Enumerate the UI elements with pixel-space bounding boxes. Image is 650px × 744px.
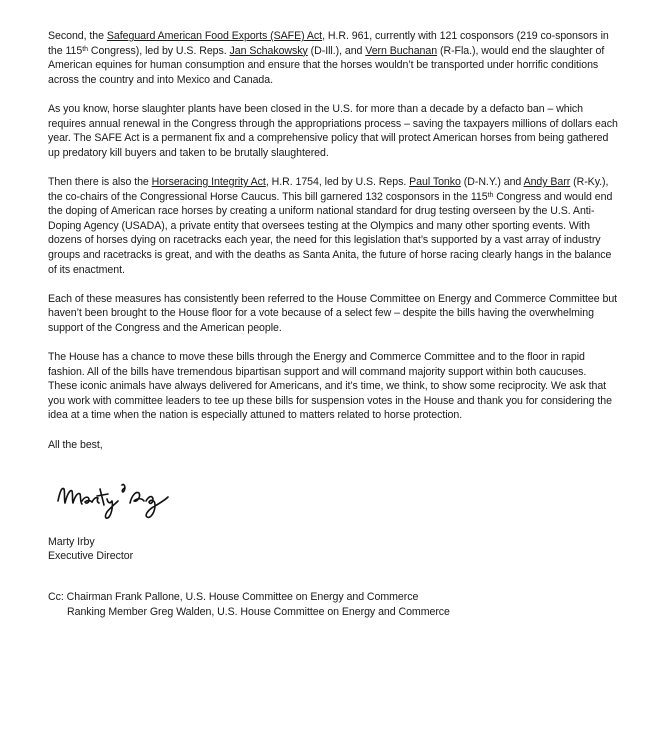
- text: , H.R. 961, currently with 121 cosponsors (219 co-sponsors in the 115: [48, 30, 609, 57]
- signer-name: Marty Irby: [48, 535, 95, 548]
- cc-line-1: Cc: Chairman Frank Pallone, U.S. House Committee on Energy and Commerce: [48, 591, 419, 603]
- safe-act-link[interactable]: Safeguard American Food Exports (SAFE) Act: [106, 30, 323, 42]
- signature-image: [52, 467, 618, 525]
- text: Then there is also the: [48, 175, 152, 188]
- paragraph-committee: Each of these measures has consistently been referred to the House Committee on Energy and Commerce Committee but haven’t been brought to the House floor for a vote because of a select few – despite the bills having the overwhelming support of the Congress and the American people.: [48, 292, 618, 334]
- paragraph-horseracing-act: [48, 175, 618, 277]
- closing: All the best,: [48, 438, 103, 451]
- text: Congress), led by U.S. Reps.: [87, 44, 230, 57]
- paragraph-request: The House has a chance to move these bills through the Energy and Commerce Committee and to the floor in rapid fashion. All of the bills have tremendous bipartisan support and will command majority support within both caucuses. These iconic animals have always delivered for Americans, and it’s time, we think, to show some reciprocity. We ask that you work with committee leaders to tee up these bills for suspension votes in the House and thank you for considering the idea at a time when the nation is especially attuned to matters related to horse protection.: [48, 351, 612, 422]
- schakowsky-link[interactable]: Jan Schakowsky: [229, 44, 308, 57]
- buchanan-link[interactable]: Vern Buchanan: [365, 44, 438, 57]
- superscript: th: [82, 45, 88, 53]
- cc-line-2: Ranking Member Greg Walden, U.S. House Committee on Energy and Commerce: [67, 605, 450, 618]
- letter-body: [48, 29, 618, 619]
- barr-link[interactable]: Andy Barr: [523, 175, 571, 188]
- text: Congress and would end the doping of American race horses by creating a uniform national standard for drug testing overseen by the U.S. Anti-Doping Agency (USADA), a private entity that oversees testing at the Olympics and many other sporting events. With dozens of horses dying on racetracks each year, the need for this legislation that’s supported by a vast array of industry groups and racetracks is great, and with the deaths as Santa Anita, the future of horse racing clearly hangs in the balance of its enactment.: [48, 190, 613, 276]
- paragraph-safe-act: [48, 29, 618, 87]
- tonko-link[interactable]: Paul Tonko: [409, 175, 461, 188]
- superscript: th: [487, 191, 494, 199]
- text: (D-N.Y.) and: [460, 175, 524, 188]
- signer-title: Executive Director: [48, 550, 134, 563]
- text: (R-Fla.), would end the slaughter of American equines for human consumption and ensure that the horses wouldn’t be transported under horrific conditions across the country and into Mexico and Canada.: [48, 44, 605, 86]
- text: (D-Ill.), and: [307, 44, 366, 57]
- text: Second, the: [48, 30, 107, 42]
- text: (R-Ky.), the co-chairs of the Congressional Horse Caucus. This bill garnered 132 cosponsors in the 115: [48, 175, 609, 203]
- text: , H.R. 1754, led by U.S. Reps.: [265, 175, 410, 188]
- horseracing-act-link[interactable]: Horseracing Integrity Act: [151, 175, 266, 188]
- cc-block: [48, 590, 618, 619]
- paragraph-slaughter-ban: As you know, horse slaughter plants have been closed in the U.S. for more than a decade by a defacto ban – which requires annual renewal in the Congress through the appropriations process – saving the taxpayers millions of dollars each year. The SAFE Act is a permanent fix and a comprehensive policy that will protect American horses from being gathered up predatory kill buyers and taken to be brutally slaughtered.: [48, 102, 618, 159]
